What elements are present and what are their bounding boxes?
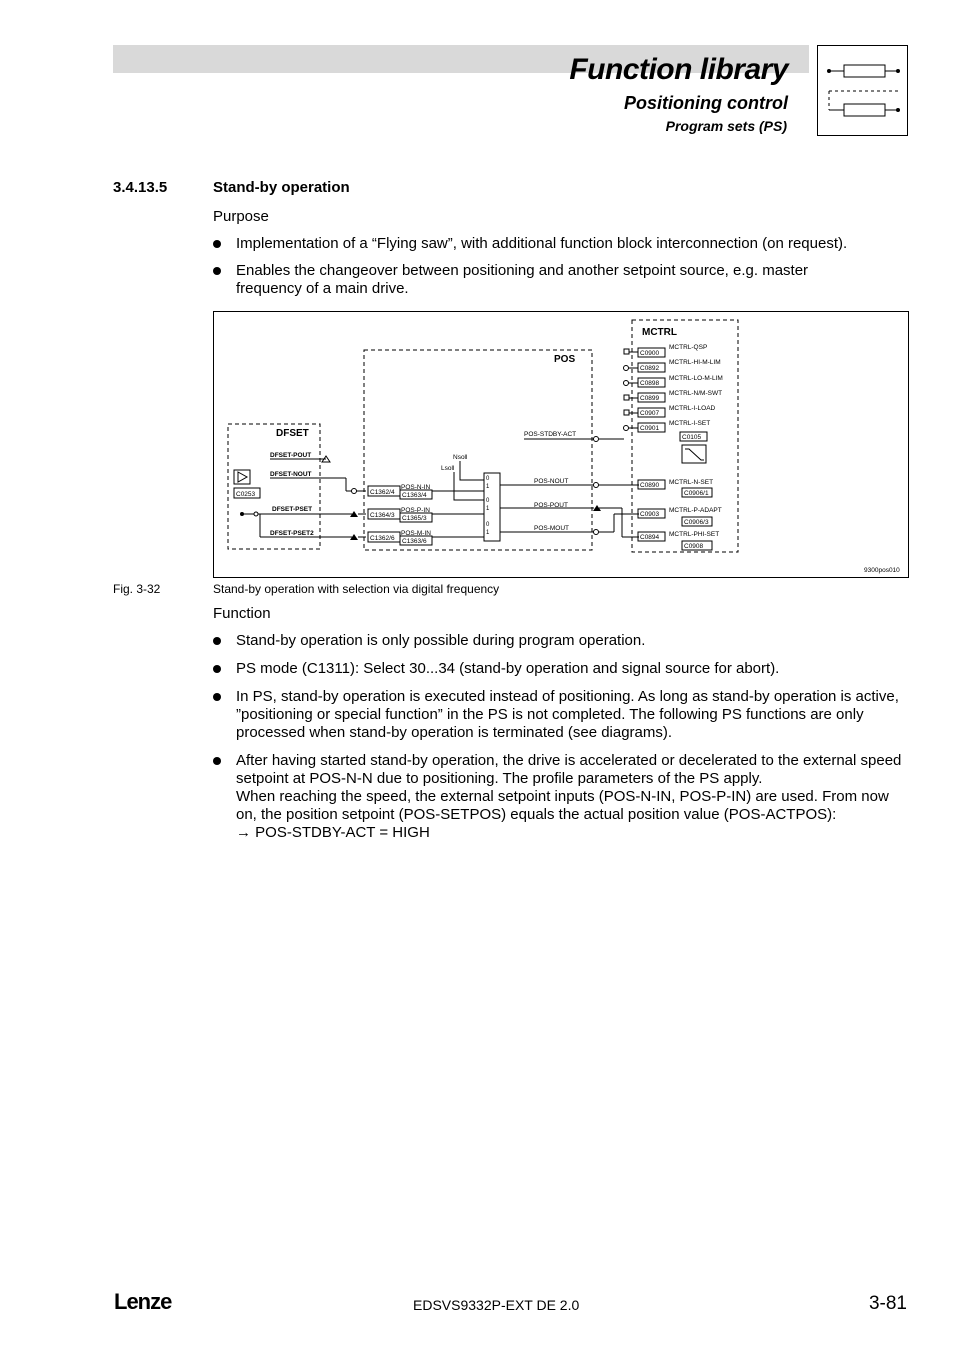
function-list xyxy=(213,632,913,842)
page-number: 3-81 xyxy=(868,1293,907,1314)
footer-doc-id: EDSVS9332P-EXT DE 2.0 xyxy=(413,1297,580,1313)
list-item: Implementation of a “Flying saw”, with additional function block interconnection (on request). xyxy=(213,235,913,253)
list-item: In PS, stand-by operation is executed instead of positioning. As long as stand-by operation is active, ”positioning or special function” in the PS is not completed. The following PS functions are only processed when stand-by operation is terminated (see diagrams). xyxy=(213,688,913,742)
list-item: PS mode (C1311): Select 30...34 (stand-by operation and signal source for abort). xyxy=(213,660,913,678)
pos-nsoll-label: Nsoll xyxy=(453,454,468,461)
svg-text:MCTRL-LO-M-LIM: MCTRL-LO-M-LIM xyxy=(669,375,723,382)
section-number: 3.4.13.5 xyxy=(113,179,168,196)
list-item: Enables the changeover between positioning and another setpoint source, e.g. master frequency of a main drive. xyxy=(213,262,856,298)
page-subsubtitle: Program sets (PS) xyxy=(665,118,787,134)
dfset-pout-label: DFSET-POUT xyxy=(270,452,312,459)
pos-c1363-6: C1363/6 xyxy=(402,538,427,545)
dfset-title: DFSET xyxy=(276,428,309,439)
svg-text:1: 1 xyxy=(486,506,490,512)
dfset-nout-label: DFSET-NOUT xyxy=(270,471,312,478)
svg-text:C0907: C0907 xyxy=(640,410,660,417)
svg-text:0: 0 xyxy=(486,522,490,528)
svg-text:MCTRL-N/M-SWT: MCTRL-N/M-SWT xyxy=(669,390,723,397)
figure-label: Fig. 3-32 xyxy=(113,582,161,596)
function-label: Function xyxy=(213,605,271,622)
svg-text:C0894: C0894 xyxy=(640,534,660,541)
svg-text:MCTRL-I-SET: MCTRL-I-SET xyxy=(669,420,711,427)
bullet-icon xyxy=(213,693,221,701)
dfset-code: C0253 xyxy=(236,491,256,498)
pos-c1363-4: C1363/4 xyxy=(402,492,427,499)
bullet-icon xyxy=(213,665,221,673)
figure-code: 9300pos010 xyxy=(864,567,900,574)
pos-lsoll-label: Lsoll xyxy=(441,465,455,472)
svg-text:MCTRL-P-ADAPT: MCTRL-P-ADAPT xyxy=(669,507,722,514)
svg-text:1: 1 xyxy=(486,484,490,490)
svg-text:C0901: C0901 xyxy=(640,425,660,432)
list-item: After having started stand-by operation, the drive is accelerated or decelerated to the external speed setpoint at POS-N-N due to positioning. The profile parameters of the PS apply. When reaching the speed, the external setpoint inputs (POS-N-IN, POS-P-IN) are used. From now on, the position setpoint (POS-SETPOS) equals the actual position value (POS-ACTPOS): → POS-STDBY-ACT = HIGH xyxy=(213,752,913,842)
bullet-icon xyxy=(213,240,221,248)
pos-block xyxy=(364,350,592,550)
pos-nout-label: POS-NOUT xyxy=(534,478,569,485)
figure-caption: Stand-by operation with selection via digital frequency xyxy=(213,582,500,596)
pos-mout-label: POS-MOUT xyxy=(534,525,570,532)
svg-text:MCTRL-I-LOAD: MCTRL-I-LOAD xyxy=(669,405,716,412)
pos-m-in-label: POS-M-IN xyxy=(401,530,431,537)
pos-p-in-label: POS-P-IN xyxy=(401,507,430,514)
svg-text:1: 1 xyxy=(486,530,490,536)
page-subtitle: Positioning control xyxy=(624,93,788,113)
svg-text:C0105: C0105 xyxy=(682,434,702,441)
pos-c1364-3: C1364/3 xyxy=(370,512,395,519)
purpose-label: Purpose xyxy=(213,208,269,225)
svg-text:MCTRL-QSP: MCTRL-QSP xyxy=(669,344,708,351)
svg-text:C0899: C0899 xyxy=(640,395,660,402)
bullet-icon xyxy=(213,637,221,645)
pos-n-in-label: POS-N-IN xyxy=(401,484,431,491)
dfset-pset2-label: DFSET-PSET2 xyxy=(270,530,314,537)
svg-text:MCTRL-HI-M-LIM: MCTRL-HI-M-LIM xyxy=(669,359,721,366)
function-block-icon xyxy=(817,45,908,136)
svg-text:C0906/1: C0906/1 xyxy=(684,490,709,497)
pos-title: POS xyxy=(554,354,576,365)
list-item: Stand-by operation is only possible during program operation. xyxy=(213,632,913,650)
svg-text:C0903: C0903 xyxy=(640,511,660,518)
dfset-pset-label: DFSET-PSET xyxy=(272,506,313,513)
pos-pout-label: POS-POUT xyxy=(534,502,568,509)
svg-text:0: 0 xyxy=(486,498,490,504)
pos-c1365-3: C1365/3 xyxy=(402,515,427,522)
bullet-icon xyxy=(213,757,221,765)
pos-stdby-label: POS-STDBY-ACT xyxy=(524,431,577,438)
svg-text:C0908: C0908 xyxy=(684,543,704,550)
svg-text:C0898: C0898 xyxy=(640,380,660,387)
figure-diagram xyxy=(213,311,909,578)
svg-text:MCTRL-PHI-SET: MCTRL-PHI-SET xyxy=(669,531,720,538)
svg-text:C0892: C0892 xyxy=(640,365,660,372)
svg-text:C0900: C0900 xyxy=(640,350,660,357)
pos-c1362-6: C1362/6 xyxy=(370,535,395,542)
pos-c1362-4: C1362/4 xyxy=(370,489,395,496)
section-title: Stand-by operation xyxy=(213,179,350,196)
svg-text:0: 0 xyxy=(486,476,490,482)
page-title: Function library xyxy=(569,53,788,86)
svg-text:C0906/3: C0906/3 xyxy=(684,519,709,526)
bullet-icon xyxy=(213,267,221,275)
svg-text:C0890: C0890 xyxy=(640,482,660,489)
mctrl-title: MCTRL xyxy=(642,327,677,338)
svg-text:MCTRL-N-SET: MCTRL-N-SET xyxy=(669,479,714,486)
purpose-list xyxy=(213,235,913,298)
lenze-logo: Lenze xyxy=(114,1289,172,1314)
